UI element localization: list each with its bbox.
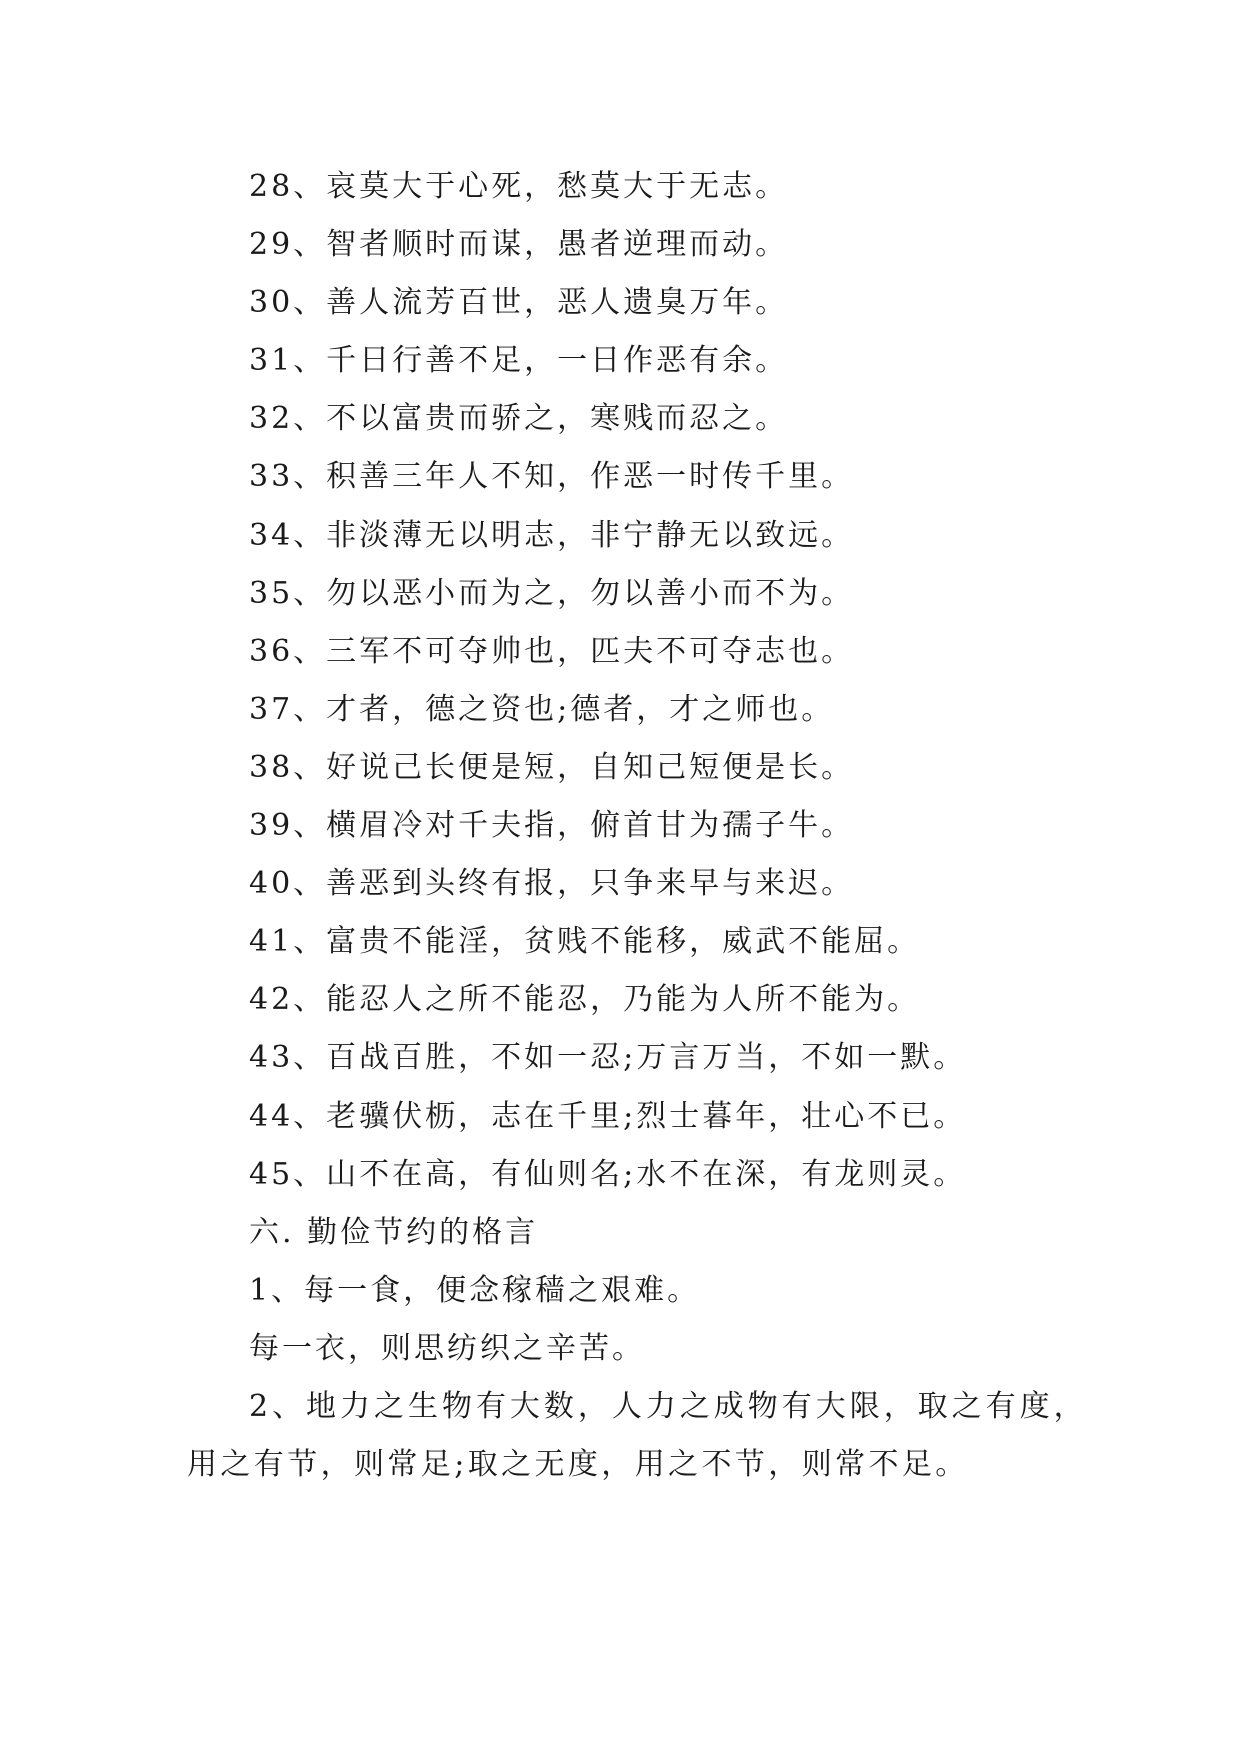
maxim-line: 30、善人流芳百世，恶人遗臭万年。 [249, 285, 789, 321]
maxim-line: 1、每一食，便念稼穑之艰难。 [249, 1272, 701, 1308]
section-heading: 六. 勤俭节约的格言 [249, 1214, 539, 1250]
maxim-line: 44、老骥伏枥，志在千里;烈士暮年，壮心不已。 [249, 1098, 967, 1134]
maxim-line: 41、富贵不能淫，贫贱不能移，威武不能屈。 [249, 924, 921, 960]
maxim-line: 34、非淡薄无以明志，非宁静无以致远。 [249, 517, 855, 553]
maxim-line: 37、才者，德之资也;德者，才之师也。 [249, 691, 835, 727]
maxim-line: 33、积善三年人不知，作恶一时传千里。 [249, 459, 855, 495]
maxim-line: 36、三军不可夺帅也，匹夫不可夺志也。 [249, 633, 855, 669]
maxim-line: 每一衣，则思纺织之辛苦。 [249, 1330, 645, 1366]
maxim-line: 42、能忍人之所不能忍，乃能为人所不能为。 [249, 982, 921, 1018]
maxim-line: 40、善恶到头终有报，只争来早与来迟。 [249, 866, 855, 902]
maxim-line: 43、百战百胜，不如一忍;万言万当，不如一默。 [249, 1040, 967, 1076]
maxim-line: 45、山不在高，有仙则名;水不在深，有龙则灵。 [249, 1156, 967, 1192]
maxim-paragraph: 2、地力之生物有大数，人力之成物有大限，取之有度，用之有节，则常足;取之无度，用之不节，则常不足。 [187, 1388, 1087, 1483]
maxim-line: 32、不以富贵而骄之，寒贱而忍之。 [249, 401, 789, 437]
maxim-line: 29、智者顺时而谋，愚者逆理而动。 [249, 227, 789, 263]
maxim-line: 31、千日行善不足，一日作恶有余。 [249, 343, 789, 379]
maxim-line: 39、横眉冷对千夫指，俯首甘为孺子牛。 [249, 808, 855, 844]
maxim-line: 38、好说己长便是短，自知己短便是长。 [249, 749, 855, 785]
maxim-line: 35、勿以恶小而为之，勿以善小而不为。 [249, 575, 855, 611]
document-body [187, 158, 1087, 1494]
maxim-line: 28、哀莫大于心死，愁莫大于无志。 [249, 169, 789, 204]
